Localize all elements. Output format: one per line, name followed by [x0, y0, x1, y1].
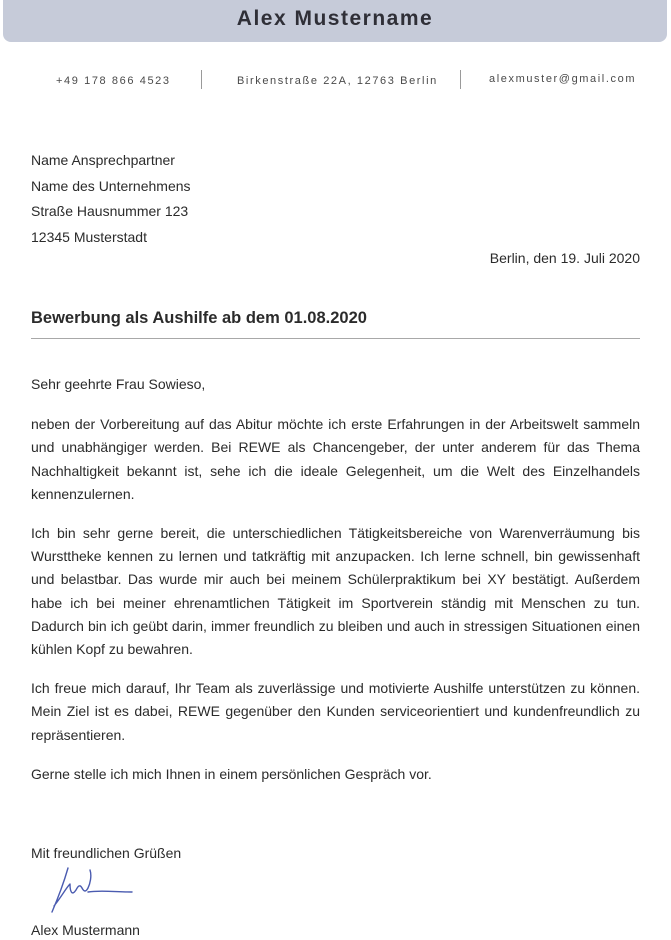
body-paragraph: Ich bin sehr gerne bereit, die unterschiedlichen Tätigkeitsbereiche von Warenverräumung bis Wursttheke kennen zu lernen und tatkräftig mit anzupacken. Ich lerne schnell, bin gewissenhaft und belastbar. Das wurde mir auch bei meinem Schülerpraktikum bei XY bestätigt. Außerdem habe ich bei meiner ehrenamtlichen Tätigkeit im Sportverein ständig mit Menschen zu tun. Dadurch bin ich geübt darin, immer freundlich zu bleiben und auch in stressigen Situationen einen kühlen Kopf zu bewahren.	[31, 525, 640, 658]
letter-date: Berlin, den 19. Juli 2020	[489, 250, 640, 266]
body-paragraph: neben der Vorbereitung auf das Abitur möchte ich erste Erfahrungen in der Arbeitswelt sammeln und unabhängiger werden. Bei REWE als Chancengeber, der unter anderem für das Thema Nachhaltigkeit bekannt ist, sehe ich die ideale Gelegenheit, um die Welt des Einzelhandels kennenzulernen.	[31, 416, 640, 502]
letter-body	[31, 373, 640, 786]
contact-divider	[201, 70, 202, 89]
closing-sentence: Gerne stelle ich mich Ihnen in einem persönlichen Gespräch vor.	[31, 765, 432, 782]
phone-number: +49 178 866 4523	[56, 75, 171, 87]
recipient-company: Name des Unternehmens	[31, 177, 191, 194]
recipient-address	[31, 148, 191, 250]
email-address: alexmuster@gmail.com	[489, 73, 637, 85]
salutation: Sehr geehrte Frau Sowieso,	[31, 376, 206, 392]
recipient-contact-person: Name Ansprechpartner	[31, 152, 175, 168]
postal-address: Birkenstraße 22A, 12763 Berlin	[237, 75, 438, 87]
letter-subject: Bewerbung als Aushilfe ab dem 01.08.2020	[31, 309, 367, 327]
signer-name: Alex Mustermann	[31, 922, 140, 938]
contact-row	[0, 73, 671, 93]
contact-divider	[460, 70, 461, 89]
recipient-city: 12345 Musterstadt	[31, 228, 147, 245]
subject-divider	[31, 338, 640, 339]
body-paragraph: Ich freue mich darauf, Ihr Team als zuverlässige und motivierte Aushilfe unterstützen zu können. Mein Ziel ist es dabei, REWE gegenüber den Kunden serviceorientiert und kundenfreundlich zu repräsentieren.	[31, 680, 640, 743]
applicant-name: Alex Mustername	[236, 7, 434, 30]
header-bar	[3, 0, 667, 42]
closing-greeting: Mit freundlichen Grüßen	[31, 845, 182, 861]
handwritten-signature	[40, 862, 140, 918]
recipient-street: Straße Hausnummer 123	[31, 203, 189, 219]
